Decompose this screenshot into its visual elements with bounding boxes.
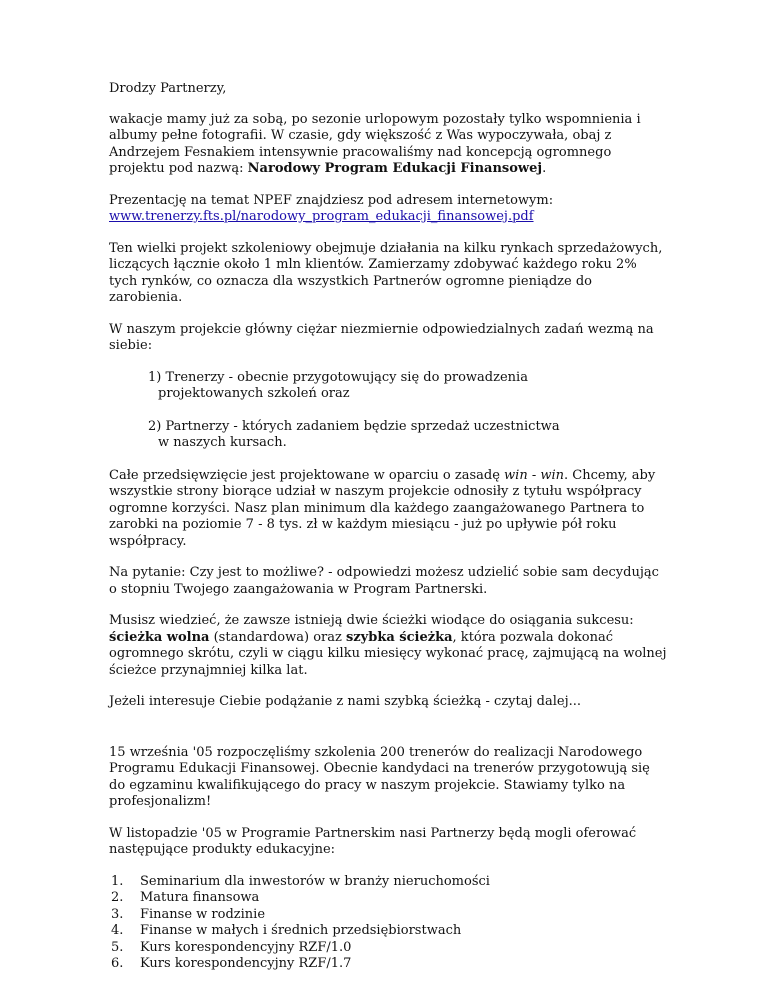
list-number: 3. <box>111 906 124 922</box>
intro-text: wakacje mamy już za sobą, po sezonie urlopowym pozostały tylko wspomnienia i albumy pełne fotografii. W czasie, gdy większość z Was wypoczywała, obaj z Andrzejem Fesnakiem intensywnie pracowaliśmy nad koncepcją ogromnego projektu pod nazwą: <box>109 111 641 176</box>
paragraph-intro <box>109 112 669 178</box>
paragraph-presentation <box>109 193 669 226</box>
program-name: Narodowy Program Edukacji Finansowej <box>247 161 543 176</box>
paths-post: , która pozwala dokonać ogromnego skrótu, czyli w ciągu kilku miesięcy wykonać pracę, zajmującą na wolnej ścieżce przynajmniej kilka lat. <box>109 629 667 678</box>
role-line: 2) Partnerzy - których zadaniem będzie sprzedaż uczestnictwa <box>148 418 560 434</box>
presentation-link[interactable]: www.trenerzy.fts.pl/narodowy_program_edukacji_finansowej.pdf <box>109 209 534 224</box>
win-win-post: . Chcemy, aby wszystkie strony biorące udział w naszym projekcie odnosiły z tytułu współpracy ogromne korzyści. Nasz plan minimum dla każdego zaangażowanego Partnera to zarobki na poziomie 7 - 8 tys. zł w każdym miesiącu - już po upływie pół roku współpracy. <box>109 467 656 549</box>
fast-path: szybka ścieżka <box>345 629 453 645</box>
list-item <box>111 890 669 907</box>
paragraph-project: Ten wielki projekt szkoleniowy obejmuje działania na kilku rynkach sprzedażowych, liczących łącznie około 1 mln klientów. Zamierzamy zdobywać każdego roku 2% tych rynków, co oznacza dla wszystkich Partnerów ogromne pieniądze do zarobienia. <box>109 240 663 305</box>
paragraph-win-win <box>109 468 669 551</box>
paragraph-read-more: Jeżeli interesuje Ciebie podążanie z nami szybką ścieżką - czytaj dalej... <box>109 694 581 709</box>
product-label: Finanse w rodzinie <box>140 906 266 922</box>
paragraph-question: Na pytanie: Czy jest to możliwe? - odpowiedzi możesz udzielić sobie sam decydując o stopniu Twojego zaangażowania w Program Partnerski. <box>109 565 659 597</box>
role-line: w naszych kursach. <box>158 435 287 450</box>
letter-document <box>109 81 669 973</box>
product-label: Finanse w małych i średnich przedsiębiorstwach <box>140 923 462 938</box>
paragraph-products-intro: W listopadzie '05 w Programie Partnerskim nasi Partnerzy będą mogli oferować następujące produkty edukacyjne: <box>109 825 637 857</box>
win-win-pre: Całe przedsięwzięcie jest projektowane w oparciu o zasadę <box>109 467 505 483</box>
list-number: 5. <box>111 939 124 955</box>
paths-pre: Musisz wiedzieć, że zawsze istnieją dwie ścieżki wiodące do osiągania sukcesu: <box>109 613 634 628</box>
paragraph-trainers-training: 15 września '05 rozpoczęliśmy szkolenia 200 trenerów do realizacji Narodowego Programu Edukacji Finansowej. Obecnie kandydaci na trenerów przygotowują się do egzaminu kwalifikującego do pracy w naszym projekcie. Stawiamy tylko na profesjonalizm! <box>109 744 650 809</box>
product-label: Kurs korespondencyjny RZF/1.7 <box>140 956 352 971</box>
role-line: 1) Trenerzy - obecnie przygotowujący się do prowadzenia <box>148 369 528 385</box>
role-item-trainers <box>148 370 669 403</box>
product-list <box>109 874 669 973</box>
greeting: Drodzy Partnerzy, <box>109 81 227 96</box>
list-item <box>111 907 669 924</box>
list-item <box>111 874 669 891</box>
slow-path: ścieżka wolna <box>109 629 210 645</box>
list-number: 6. <box>111 956 124 971</box>
list-number: 2. <box>111 890 124 905</box>
role-item-partners <box>148 419 669 452</box>
product-label: Kurs korespondencyjny RZF/1.0 <box>140 939 352 955</box>
role-line: projektowanych szkoleń oraz <box>158 386 350 401</box>
paths-mid: (standardowa) oraz <box>209 629 346 645</box>
list-item <box>111 956 669 973</box>
presentation-text: Prezentację na temat NPEF znajdziesz pod adresem internetowym: <box>109 192 554 208</box>
paragraph-paths <box>109 613 669 679</box>
list-number: 1. <box>111 873 124 889</box>
paragraph-roles-intro: W naszym projekcie główny ciężar niezmiernie odpowiedzialnych zadań wezmą na siebie: <box>109 321 654 353</box>
win-win-term: win - win <box>504 467 565 483</box>
product-label: Seminarium dla inwestorów w branży nieruchomości <box>140 873 490 889</box>
product-label: Matura finansowa <box>140 890 260 905</box>
list-item <box>111 940 669 957</box>
list-item <box>111 923 669 940</box>
list-number: 4. <box>111 923 124 938</box>
intro-end: . <box>542 161 547 176</box>
